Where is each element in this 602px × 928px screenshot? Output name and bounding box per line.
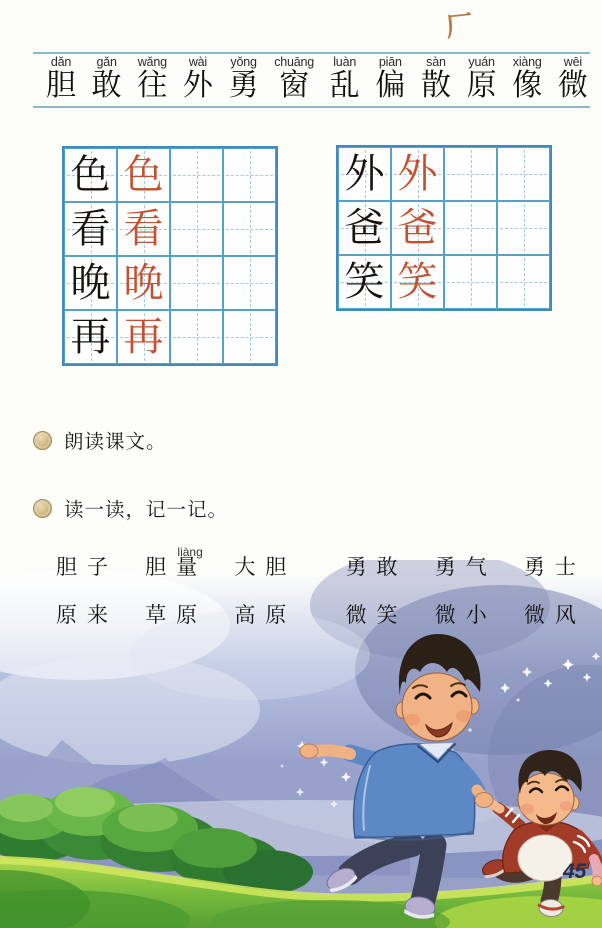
word-item: 勇士 [523, 555, 586, 579]
grid-cell [64, 310, 117, 364]
grid-cell [117, 202, 170, 256]
practice-char-model: 笑 [344, 259, 385, 304]
pinyin-item [330, 56, 360, 103]
exercise-label: 朗读课文。 [64, 432, 167, 453]
pinyin-item [92, 56, 122, 103]
grid-cell-empty [444, 147, 497, 201]
practice-char-trace: 再 [123, 314, 164, 359]
pinyin-item [512, 56, 542, 103]
pinyin-item [558, 56, 588, 103]
hanzi-text: 外 [182, 69, 213, 102]
hanzi-text: 乱 [329, 69, 360, 102]
hanzi-text: 微 [557, 69, 588, 102]
word-item: 原来 [56, 603, 118, 627]
grid-cell-empty [223, 256, 276, 310]
exercise-label: 读一读，记一记。 [64, 500, 229, 521]
pinyin-item [375, 56, 405, 103]
practice-char-model: 爸 [344, 205, 385, 250]
grid-cell-empty [497, 147, 550, 201]
pinyin-item [229, 56, 259, 103]
pinyin-text: sàn [426, 55, 446, 69]
hanzi-text: 往 [137, 69, 168, 102]
pinyin-text: piān [378, 55, 402, 69]
stroke-mark-icon: 厂 [444, 9, 475, 43]
ruby-pinyin: liàng [177, 545, 203, 559]
grid-cell [338, 255, 391, 309]
pinyin-text: wēi [563, 55, 582, 69]
word-item: 微小 [434, 603, 497, 627]
hanzi-text: 胆 [46, 69, 76, 102]
grid-cell-empty [223, 310, 276, 364]
hanzi-text: 偏 [375, 69, 406, 102]
hanzi-text: 散 [420, 69, 451, 102]
pinyin-text: yǒng [230, 55, 257, 69]
pinyin-text: gǎn [96, 55, 117, 69]
grid-cell [338, 201, 391, 255]
word-item: 勇敢 [345, 555, 408, 579]
ornament-bullet-icon [33, 431, 52, 450]
grid-cell [117, 310, 170, 364]
word-list-row-1 [56, 545, 586, 580]
grid-cell-empty [170, 310, 223, 364]
pinyin-hanzi-row [46, 56, 588, 103]
page-number: 45 [563, 860, 587, 883]
practice-char-model: 再 [70, 314, 111, 359]
pinyin-item [467, 56, 497, 103]
rule-line-bottom [33, 106, 590, 108]
practice-char-trace: 看 [123, 206, 164, 251]
practice-char-model: 外 [344, 151, 385, 196]
word-item: 大胆 [234, 555, 297, 579]
grid-cell [391, 201, 444, 255]
ornament-bullet-icon [33, 499, 52, 518]
practice-grid-left [62, 146, 278, 366]
grid-cell [64, 148, 117, 202]
hanzi-text: 窗 [279, 69, 310, 102]
word-item: 微风 [523, 603, 586, 627]
hanzi-text: 勇 [228, 69, 259, 102]
pinyin-text: luàn [333, 55, 357, 69]
grid-cell-empty [444, 201, 497, 255]
word-list-row-2 [56, 602, 586, 628]
grid-cell-empty [497, 255, 550, 309]
hanzi-text: 原 [466, 69, 497, 102]
word-item: 高原 [234, 603, 297, 627]
hanzi-text: 敢 [91, 69, 122, 102]
pinyin-item [137, 56, 167, 103]
pinyin-text: yuán [468, 55, 495, 69]
practice-char-trace: 晚 [123, 260, 164, 305]
hanzi-text: 像 [512, 69, 543, 102]
grid-cell [64, 256, 117, 310]
practice-char-trace: 色 [123, 152, 164, 197]
grid-cell-empty [223, 148, 276, 202]
word-item: 草原 [145, 603, 208, 627]
grid-cell [64, 202, 117, 256]
grid-cell-empty [223, 202, 276, 256]
practice-grid-right [336, 145, 552, 311]
grid-cell [391, 255, 444, 309]
word-item: 勇气 [434, 555, 497, 579]
practice-char-trace: 爸 [397, 205, 438, 250]
practice-char-model: 色 [70, 152, 111, 197]
pinyin-item [274, 56, 314, 103]
practice-char-trace: 外 [397, 151, 438, 196]
exercise-item-read-remember [33, 494, 228, 522]
grid-cell [391, 147, 444, 201]
grid-cell-empty [170, 256, 223, 310]
pinyin-item [183, 56, 213, 103]
exercise-item-read-aloud [33, 426, 167, 454]
pinyin-text: wài [188, 55, 207, 69]
pinyin-text: wǎng [137, 55, 167, 69]
practice-char-trace: 笑 [397, 259, 438, 304]
practice-char-model: 看 [70, 206, 111, 251]
grid-cell-empty [444, 255, 497, 309]
grid-cell [117, 148, 170, 202]
pinyin-text: chuāng [274, 55, 315, 69]
word-item: 微笑 [345, 603, 408, 627]
practice-char-model: 晚 [70, 260, 111, 305]
grid-cell-empty [170, 202, 223, 256]
pinyin-item [46, 56, 76, 103]
grid-cell-empty [170, 148, 223, 202]
word-item: 胆量 liàng [145, 554, 207, 580]
word-item: 胆子 [56, 555, 118, 579]
grid-cell-empty [497, 201, 550, 255]
grid-cell [117, 256, 170, 310]
pinyin-item [421, 56, 451, 103]
grid-cell [338, 147, 391, 201]
pinyin-text: xiàng [512, 55, 542, 69]
rule-line-top [33, 52, 590, 54]
pinyin-text: dǎn [50, 55, 72, 69]
